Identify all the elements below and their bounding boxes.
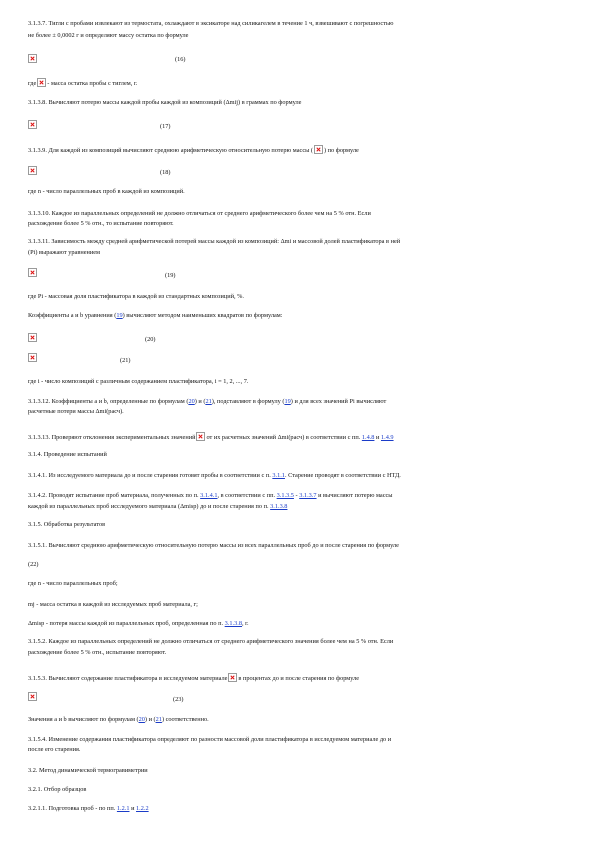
broken-image-icon	[28, 54, 37, 63]
link-formula-21[interactable]: 21	[205, 398, 212, 405]
link-formula-21[interactable]: 21	[155, 716, 162, 723]
para-3-1-5-2: 3.1.5.2. Каждое из параллельных определений не должно отличаться от среднего арифметического значения более чем на 5 % отн. Если	[28, 638, 394, 645]
broken-image-icon	[28, 353, 37, 362]
para-3-1-3-9: 3.1.3.9. Для каждой из композиций вычисляют среднюю арифметическую относительную потерю массы ( ) по формуле	[28, 147, 359, 154]
para-3-1-4-2: 3.1.4.2. Проводят испытание проб материала, полученных по п. 3.1.4.1, в соответствии с пп. 3.1.3.5 - 3.1.3.7 и вычисляют потерю массы	[28, 492, 393, 499]
para-line: Значения a и b вычисляют по формулам (20) и (21) соответственно.	[28, 716, 209, 723]
equation-number: (17)	[160, 123, 171, 130]
para-3-2-1-1: 3.2.1.1. Подготовка проб - по пп. 1.2.1 и 1.2.2	[28, 805, 149, 812]
link-formula-19[interactable]: 19	[284, 398, 291, 405]
para-3-1-3-11: 3.1.3.11. Зависимость между средней арифметической потерей массы каждой из композиций: Δmi и массовой долей пластификатора в ней	[28, 238, 401, 245]
link-1-2-2[interactable]: 1.2.2	[136, 805, 149, 812]
para-line: mj - масса остатка в каждой из исследуемых проб материала, г;	[28, 601, 198, 608]
para-3-1-5-1: 3.1.5.1. Вычисляют среднюю арифметическую относительную потерю массы из всех параллельных проб до и после старения по формуле	[28, 542, 399, 549]
equation-number: (18)	[160, 169, 171, 176]
broken-image-icon	[28, 120, 37, 129]
para-line: Δmisp - потеря массы каждой из параллельных проб, определенная по п. 3.1.3.8, г.	[28, 620, 249, 627]
para-3-1-4-1: 3.1.4.1. Из исследуемого материала до и после старения готовят пробы в соответствии с п. 3.1.1. Старение проводят в соответствии с НТД.	[28, 472, 401, 479]
equation-number: (21)	[120, 357, 131, 364]
section-heading: 3.2. Метод динамической термогравиметрии	[28, 767, 148, 774]
equation-number: (22)	[28, 561, 39, 568]
equation-number: (20)	[145, 336, 156, 343]
broken-image-icon	[228, 673, 237, 682]
section-heading: 3.1.4. Проведение испытаний	[28, 451, 107, 458]
para-line: после его старения.	[28, 746, 81, 753]
para-3-1-3-10: 3.1.3.10. Каждое из параллельных определений не должно отличаться от среднего арифметического более чем на 5 % отн. Если	[28, 210, 371, 217]
para-3-1-3-8: 3.1.3.8. Вычисляют потерю массы каждой пробы каждой из композиций (Δmij) в граммах по формуле	[28, 99, 302, 106]
para-line: где n - число параллельных проб в каждой из композиций.	[28, 188, 185, 195]
equation-number: (23)	[173, 696, 184, 703]
para-line: расхождение более 5 % отн., испытание повторяют.	[28, 649, 167, 656]
para-3-1-3-7: 3.1.3.7. Тигли с пробами извлекают из термостата, охлаждают в эксикаторе над силикагелем в течение 1 ч, взвешивают с погрешностью	[28, 20, 394, 27]
subsection-heading: 3.2.1. Отбор образцов	[28, 786, 87, 793]
para-line: (Pi) выражают уравнением	[28, 249, 101, 256]
equation-number: (16)	[175, 56, 186, 63]
link-formula-20[interactable]: 20	[188, 398, 195, 405]
link-3-1-3-8[interactable]: 3.1.3.8	[270, 503, 288, 510]
para-line: где - масса остатка пробы с тиглем, г.	[28, 80, 138, 87]
link-3-1-3-8[interactable]: 3.1.3.8	[224, 620, 242, 627]
link-1-4-9[interactable]: 1.4.9	[380, 434, 394, 441]
link-3-1-3-7[interactable]: 3.1.3.7	[299, 492, 317, 499]
link-1-2-1[interactable]: 1.2.1	[116, 805, 130, 812]
para-line: не более ± 0,0002 г и определяют массу остатка по формуле	[28, 32, 189, 39]
broken-image-icon	[196, 432, 205, 441]
para-line: где Pi - массовая доля пластификатора в каждой из стандартных композиций, %.	[28, 293, 244, 300]
para-line: Коэффициенты a и b уравнения (19) вычисляют методом наименьших квадратов по формулам:	[28, 312, 283, 319]
para-line: расчетные потери массы Δmi(расч).	[28, 408, 124, 415]
para-line: где i - число композиций с различным содержанием пластификатора, i = 1, 2, ..., 7.	[28, 378, 249, 385]
broken-image-icon	[314, 145, 323, 154]
link-1-4-8[interactable]: 1.4.8	[361, 434, 375, 441]
para-3-1-5-3: 3.1.5.3. Вычисляют содержание пластификатора в исследуемом материале в процентах до и после старения по формуле	[28, 675, 360, 682]
para-line: где n - число параллельных проб;	[28, 580, 118, 587]
broken-image-icon	[28, 333, 37, 342]
link-3-1-4-1[interactable]: 3.1.4.1	[200, 492, 218, 499]
broken-image-icon	[37, 78, 46, 87]
para-3-1-3-12: 3.1.3.12. Коэффициенты a и b, определенные по формулам (20) и (21), подставляют в формулу (19) и для всех значений Pi вычисляют	[28, 398, 387, 405]
broken-image-icon	[28, 166, 37, 175]
para-line: каждой из параллельных проб исследуемого материала (Δmisp) до и после старения по п. 3.1.3.8	[28, 503, 288, 510]
section-heading: 3.1.5. Обработка результатов	[28, 521, 106, 528]
broken-image-icon	[28, 268, 37, 277]
link-3-1-3-5[interactable]: 3.1.3.5	[276, 492, 294, 499]
equation-number: (19)	[165, 272, 176, 279]
para-3-1-5-4: 3.1.5.4. Изменение содержания пластификатора определяют по разности массовой доли пластификатора в исследуемом материале до и	[28, 736, 392, 743]
para-3-1-3-13: 3.1.3.13. Проверяют отклонения экспериментальных значений от их расчетных значений Δmi(расч) в соответствии с пп. 1.4.8 и 1.4.9	[28, 434, 394, 441]
link-formula-20[interactable]: 20	[138, 716, 145, 723]
link-3-1-1[interactable]: 3.1.1	[272, 472, 285, 479]
para-line: расхождение более 5 % отн., то испытание повторяют.	[28, 220, 174, 227]
broken-image-icon	[28, 692, 37, 701]
link-formula-19[interactable]: 19	[116, 312, 123, 319]
